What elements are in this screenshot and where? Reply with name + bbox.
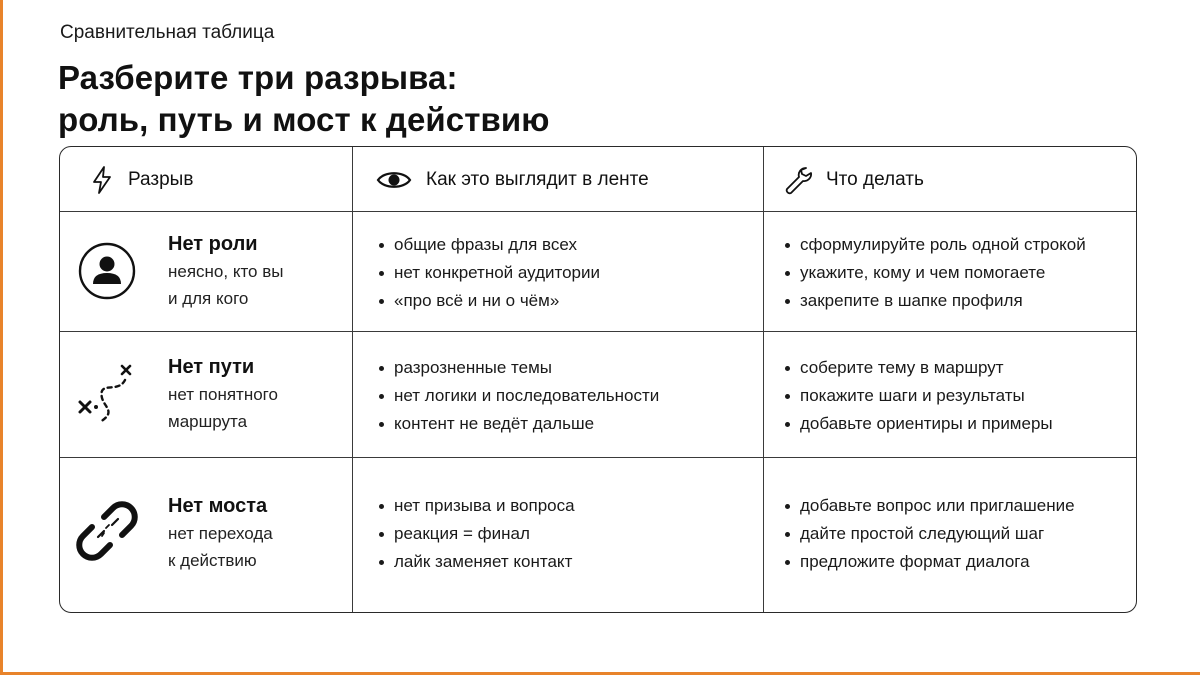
action-list — [783, 492, 1075, 576]
list-item: сформулируйте роль одной строкой — [783, 231, 1086, 259]
gap-subtitle-line: и для кого — [168, 289, 249, 308]
list-item: контент не ведёт дальше — [377, 410, 659, 438]
column-divider — [763, 147, 764, 612]
symptom-list — [377, 231, 600, 315]
column-header-label: Разрыв — [128, 169, 194, 190]
list-item: закрепите в шапке профиля — [783, 287, 1086, 315]
list-item: дайте простой следующий шаг — [783, 520, 1075, 548]
gap-subtitle — [168, 520, 273, 574]
gap-subtitle-line: нет понятного — [168, 385, 278, 404]
gap-subtitle-line: маршрута — [168, 412, 248, 431]
list-item: предложите формат диалога — [783, 548, 1075, 576]
eye-icon — [376, 168, 412, 192]
list-item: покажите шаги и результаты — [783, 382, 1053, 410]
list-item: разрозненные темы — [377, 354, 659, 382]
symptom-list — [377, 354, 659, 438]
gap-subtitle — [168, 381, 278, 435]
gap-cell — [168, 493, 273, 574]
column-divider — [352, 147, 353, 612]
list-item: добавьте вопрос или приглашение — [783, 492, 1075, 520]
wrench-icon — [784, 165, 812, 195]
accent-border-left — [0, 0, 3, 675]
list-item: нет призыва и вопроса — [377, 492, 575, 520]
symptom-list — [377, 492, 575, 576]
page-title-line-1: Разберите три разрыва: — [58, 59, 458, 96]
list-item: общие фразы для всех — [377, 231, 600, 259]
gap-subtitle-line: неясно, кто вы — [168, 262, 284, 281]
list-item: «про всё и ни о чём» — [377, 287, 600, 315]
column-header-feed — [376, 147, 649, 213]
row-divider — [60, 331, 1136, 332]
row-divider — [60, 457, 1136, 458]
column-header-label: Как это выглядит в ленте — [426, 169, 649, 190]
list-item: добавьте ориентиры и примеры — [783, 410, 1053, 438]
lightning-icon — [90, 165, 114, 195]
user-icon — [77, 241, 137, 306]
column-header-label: Что делать — [826, 169, 924, 190]
list-item: укажите, кому и чем помогаете — [783, 259, 1086, 287]
gap-title: Нет роли — [168, 233, 258, 255]
broken-link-icon — [76, 501, 140, 566]
gap-title: Нет моста — [168, 495, 268, 517]
gap-cell — [168, 231, 284, 312]
gap-cell — [168, 354, 278, 435]
column-header-gap — [90, 147, 193, 213]
column-header-action — [784, 147, 924, 213]
list-item: реакция = финал — [377, 520, 575, 548]
action-list — [783, 231, 1086, 315]
route-icon — [72, 352, 148, 433]
list-item: нет логики и последовательности — [377, 382, 659, 410]
page-title-line-2: роль, путь и мост к действию — [58, 101, 550, 138]
gap-subtitle — [168, 258, 284, 312]
gap-subtitle-line: к действию — [168, 551, 257, 570]
list-item: соберите тему в маршрут — [783, 354, 1053, 382]
gap-subtitle-line: нет перехода — [168, 524, 273, 543]
page-title — [58, 57, 550, 141]
list-item: нет конкретной аудитории — [377, 259, 600, 287]
comparison-table — [59, 146, 1137, 613]
eyebrow-label: Сравнительная таблица — [60, 22, 275, 43]
action-list — [783, 354, 1053, 438]
list-item: лайк заменяет контакт — [377, 548, 575, 576]
gap-title: Нет пути — [168, 356, 255, 378]
